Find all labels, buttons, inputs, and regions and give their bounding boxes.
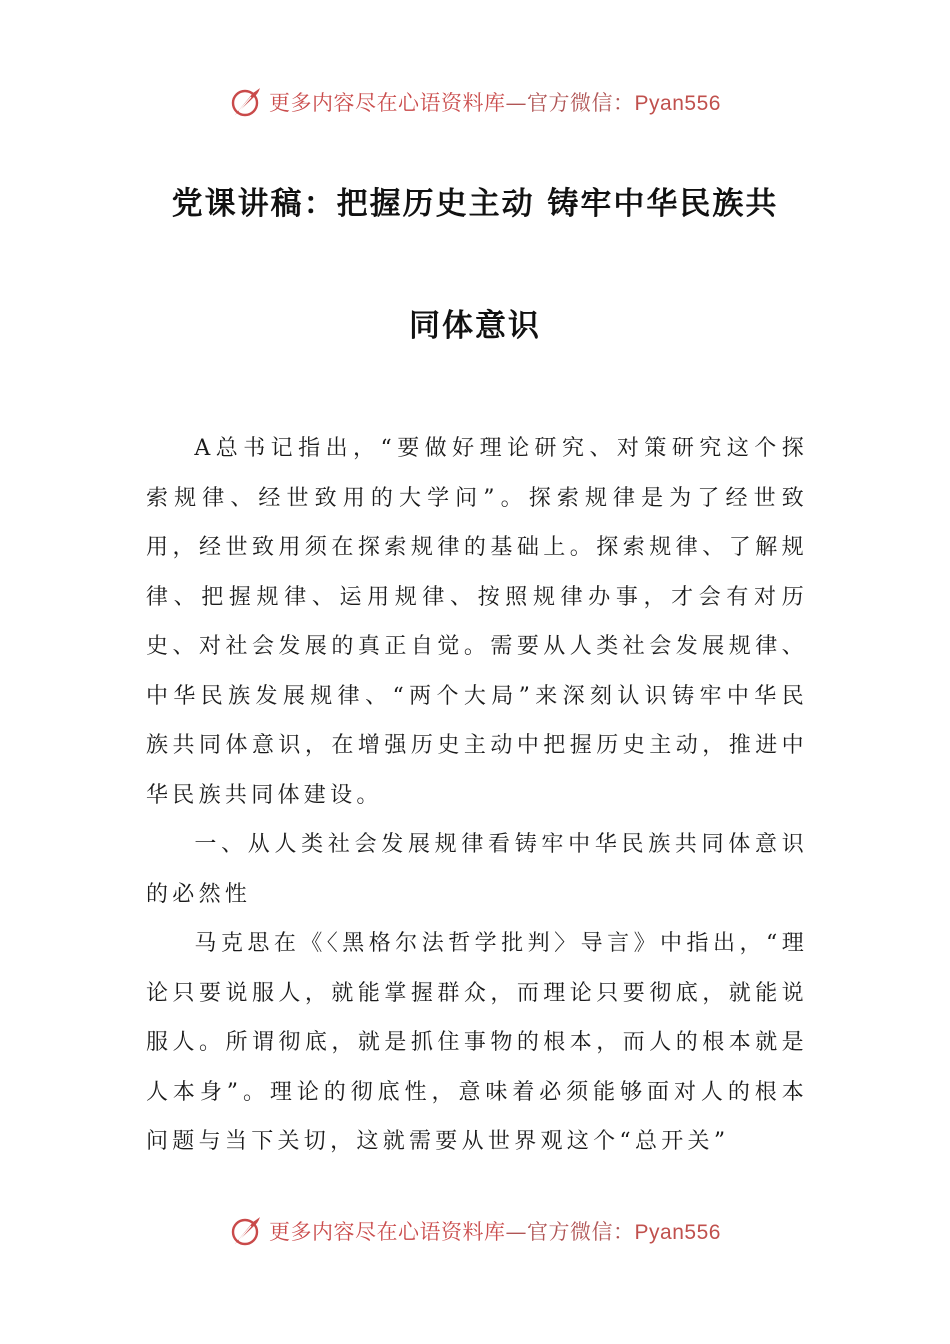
quill-logo-icon: [229, 1214, 263, 1248]
watermark-wechat-id: Pyan556: [634, 92, 721, 115]
watermark-text: [269, 87, 721, 117]
document-body: [146, 424, 808, 1167]
watermark-title: 更多内容尽在心语资料库: [269, 1220, 506, 1244]
section-heading-1: 一、从人类社会发展规律看铸牢中华民族共同体意识的必然性: [146, 832, 808, 907]
watermark-title: 更多内容尽在心语资料库: [269, 91, 506, 115]
watermark-suffix: —官方微信：: [505, 91, 635, 115]
document-title-line-1: 党课讲稿：把握历史主动 铸牢中华民族共: [171, 186, 779, 222]
paragraph-intro: A总书记指出，“要做好理论研究、对策研究这个探索规律、经世致用的大学问”。探索规律是为了经世致用，经世致用须在探索规律的基础上。探索规律、了解规律、把握规律、运用规律、按照规律办事，才会有对历史、对社会发展的真正自觉。需要从人类社会发展规律、中华民族发展规律、“两个大局”来深刻认识铸牢中华民族共同体意识，在增强历史主动中把握历史主动，推进中华民族共同体建设。: [146, 436, 808, 808]
watermark-suffix: —官方微信：: [505, 1220, 635, 1244]
document-title-line-2: 同体意识: [409, 308, 541, 344]
watermark-wechat-id: Pyan556: [634, 1221, 721, 1244]
watermark-text: [269, 1216, 721, 1246]
header-watermark: [0, 82, 950, 122]
quill-logo-icon: [229, 85, 263, 119]
footer-watermark: [0, 1211, 950, 1251]
paragraph-marx-quote: 马克思在《〈黑格尔法哲学批判〉导言》中指出，“理论只要说服人，就能掌握群众，而理论只要彻底，就能说服人。所谓彻底，就是抓住事物的根本，而人的根本就是人本身”。理论的彻底性，意味着必须能够面对人的根本问题与当下关切，这就需要从世界观这个“总开关”: [146, 931, 808, 1154]
